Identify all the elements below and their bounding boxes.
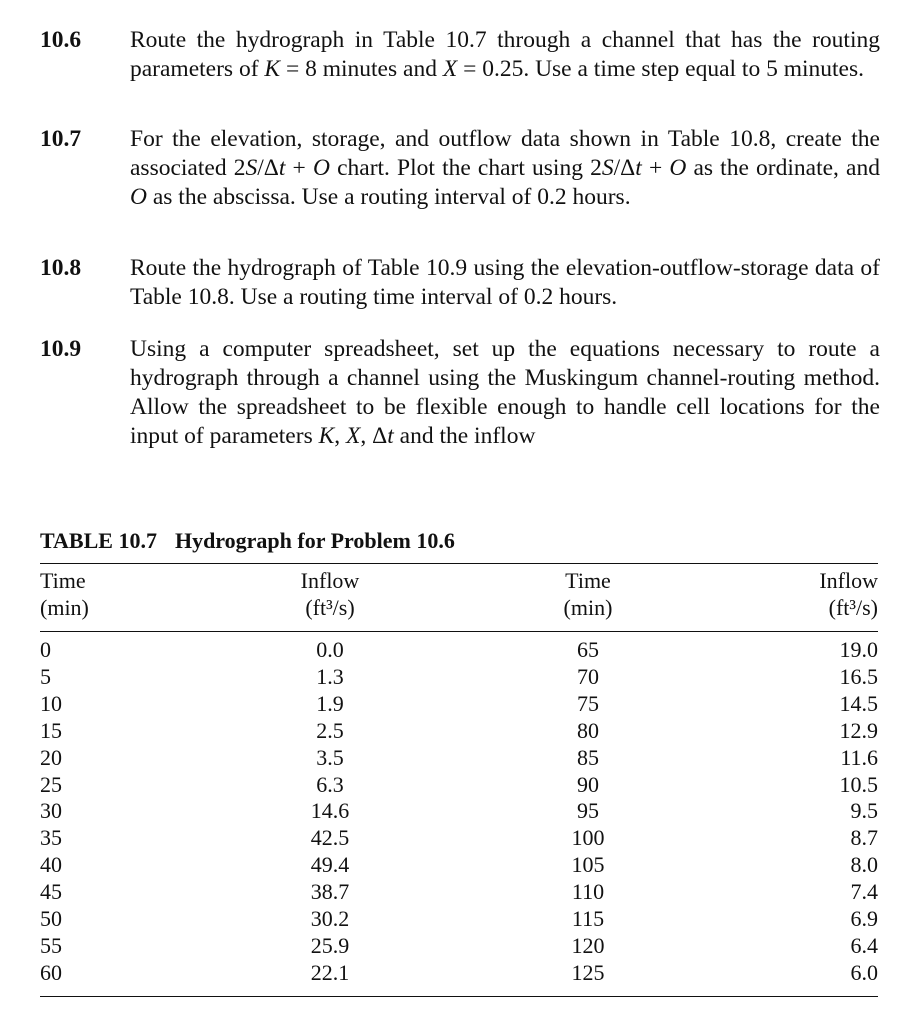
table-cell: 5 [40,663,51,689]
table-cell: 6.3 [316,771,344,797]
header-line: Time [565,568,611,593]
text-run: = 0.25. Use a time step equal to 5 minutes. [457,56,864,82]
table-label: TABLE 10.7 [40,528,157,553]
table-cell: 30 [40,798,62,824]
table-cell: 60 [40,959,62,985]
text-run: , Δ [360,423,388,449]
problem-number: 10.7 [40,126,82,152]
table-cell: 15 [40,717,62,743]
table-cell: 20 [40,744,62,770]
table-cell: 110 [571,879,605,905]
math-variable: t [278,155,286,181]
text-run: = 8 minutes and [280,56,443,82]
table-cell: 19.0 [839,637,878,662]
header-unit: (min) [40,595,89,620]
text-run: /Δ [613,155,636,181]
problem-text [130,254,880,312]
table-cell: 22.1 [310,959,350,985]
math-variable: O [669,155,687,181]
problem-number: 10.9 [40,336,82,362]
problem-text [130,26,880,84]
table-cell: 42.5 [310,825,350,851]
table-cell: 55 [40,932,62,958]
table-cell: 45 [40,879,62,905]
table-cell: 25 [40,771,62,797]
table-cell: 2.5 [316,717,344,743]
table-title: Hydrograph for Problem 10.6 [174,528,455,553]
text-run: Route the hydrograph in Table 10.7 through a channel that has the routing parameters of [130,27,880,82]
math-variable: t [635,155,642,181]
table-cell: 30.2 [310,906,350,931]
table-cell: 85 [577,744,599,770]
text-run: and the inflow [393,423,536,449]
table-cell: 80 [577,717,599,743]
table-cell: 14.5 [839,690,878,716]
table-bottom-rule [40,996,878,997]
header-time-1 [40,567,89,621]
header-unit: (min) [563,595,613,620]
table-cell: 0.0 [316,637,344,662]
table-cell: 120 [571,932,605,958]
table-cell: 6.0 [850,959,878,985]
table-cell: 8.7 [850,825,878,851]
table-cell: 115 [571,906,605,931]
table-cell: 16.5 [839,663,878,689]
text-run: chart. Plot the chart using 2 [329,155,602,181]
text-run: as the ordinate, and [686,155,880,181]
math-variable: X [346,423,361,449]
table-cell: 1.3 [316,663,344,689]
header-line: Inflow [300,568,360,593]
text-run: Using a computer spreadsheet, set up the equations necessary to route a hydrograph through a channel using the Muskingum channel-routing method. Allow the spreadsheet to be flexible enough to handle cell locations for the input of parameters [130,336,880,449]
table-cell: 65 [577,637,599,662]
table-cell: 100 [571,825,605,851]
text-run: as the abscissa. Use a routing interval of 0.2 hours. [146,184,631,210]
table-cell: 70 [577,663,599,689]
table-cell: 49.4 [310,852,350,878]
table-cell: 6.9 [850,906,878,931]
table-cell: 38.7 [310,879,350,905]
header-unit: (ft³/s) [305,595,355,620]
text-run: For the elevation, storage, and outflow data shown in Table 10.8, create the associated 2 [130,126,880,181]
table-cell: 12.9 [839,717,878,743]
table-cell: 10.5 [839,771,878,797]
table-cell: 35 [40,825,62,851]
math-variable: S [245,155,258,181]
table-cell: 11.6 [840,744,878,770]
table-cell: 105 [571,852,605,878]
header-line: Inflow [819,568,878,593]
table-cell: 6.4 [850,932,878,958]
math-variable: O [130,184,147,210]
text-run: /Δ [257,155,279,181]
math-variable: t [387,423,394,449]
header-time-2 [548,567,628,621]
problem-10-6 [40,26,880,84]
math-variable: X [442,56,458,82]
table-cell: 10 [40,690,62,716]
problem-text [130,125,880,212]
text-run: + [641,155,670,181]
table-cell: 75 [577,690,599,716]
header-rule [40,631,878,632]
table-caption [40,528,455,554]
table-cell: 50 [40,906,62,931]
table-cell: 7.4 [850,879,878,905]
table-top-rule [40,563,878,564]
problem-10-7 [40,125,880,212]
table-cell: 25.9 [310,932,350,958]
text-run: , [334,423,347,449]
math-variable: K [318,423,335,449]
table-cell: 0 [40,637,51,662]
table-cell: 3.5 [316,744,344,770]
problem-number: 10.6 [40,27,82,53]
table-cell: 8.0 [850,852,878,878]
text-run: + [285,155,313,181]
table-cell: 9.5 [850,798,878,824]
math-variable: S [601,155,614,181]
header-unit: (ft³/s) [828,595,878,620]
table-cell: 14.6 [310,798,350,824]
math-variable: K [264,56,281,82]
problem-10-9 [40,335,880,451]
table-cell: 125 [571,959,605,985]
header-inflow-1 [290,567,370,621]
problem-text [130,335,880,451]
table-cell: 90 [577,771,599,797]
header-line: Time [40,568,86,593]
problem-number: 10.8 [40,255,82,281]
math-variable: O [312,155,330,181]
table-cell: 95 [577,798,599,824]
problem-10-8 [40,254,880,312]
text-run: Route the hydrograph of Table 10.9 using the elevation-outflow-storage data of Table 10.8. Use a routing time interval of 0.2 hours. [130,255,880,310]
header-inflow-2 [776,567,878,621]
table-cell: 1.9 [316,690,344,716]
table-cell: 40 [40,852,62,878]
